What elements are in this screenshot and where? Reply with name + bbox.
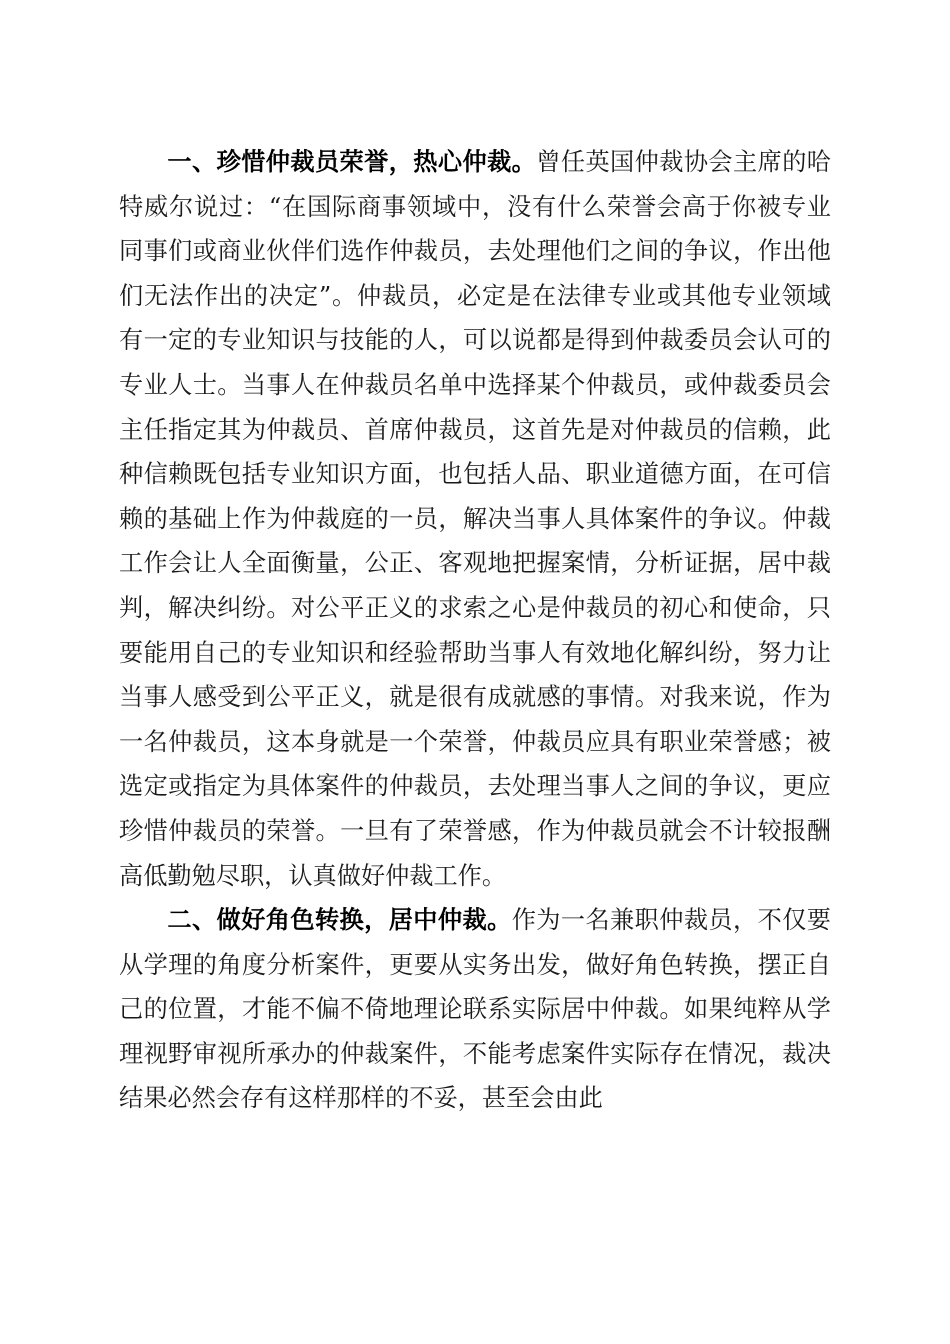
paragraph-2-heading: 二、做好角色转换，居中仲裁。	[167, 906, 512, 935]
paragraph-2-text: 作为一名兼职仲裁员，不仅要从学理的角度分析案件，更要从实务出发，做好角色转换，摆正自己的位置，才能不偏不倚地理论联系实际居中仲裁。如果纯粹从学理视野审视所承办的仲裁案件，不能考虑案件实际存在情况，裁决结果必然会存有这样那样的不妥，甚至会由此	[119, 906, 831, 1113]
paragraph-1	[119, 140, 831, 898]
paragraph-1-heading: 一、珍惜仲裁员荣誉，热心仲裁。	[167, 148, 537, 176]
paragraph-2	[119, 898, 831, 1121]
paragraph-1-text: 曾任英国仲裁协会主席的哈特威尔说过：“在国际商事领域中，没有什么荣誉会高于你被专业同事们或商业伙伴们选作仲裁员，去处理他们之间的争议，作出他们无法作出的决定”。仲裁员，必定是在法律专业或其他专业领域有一定的专业知识与技能的人，可以说都是得到仲裁委员会认可的专业人士。当事人在仲裁员名单中选择某个仲裁员，或仲裁委员会主任指定其为仲裁员、首席仲裁员，这首先是对仲裁员的信赖，此种信赖既包括专业知识方面，也包括人品、职业道德方面，在可信赖的基础上作为仲裁庭的一员，解决当事人具体案件的争议。仲裁工作会让人全面衡量，公正、客观地把握案情，分析证据，居中裁判，解决纠纷。对公平正义的求索之心是仲裁员的初心和使命，只要能用自己的专业知识和经验帮助当事人有效地化解纠纷，努力让当事人感受到公平正义，就是很有成就感的事情。对我来说，作为一名仲裁员，这本身就是一个荣誉，仲裁员应具有职业荣誉感；被选定或指定为具体案件的仲裁员，去处理当事人之间的争议，更应珍惜仲裁员的荣誉。一旦有了荣誉感，作为仲裁员就会不计较报酬高低勤勉尽职，认真做好仲裁工作。	[119, 148, 831, 890]
document-body	[119, 140, 831, 1121]
